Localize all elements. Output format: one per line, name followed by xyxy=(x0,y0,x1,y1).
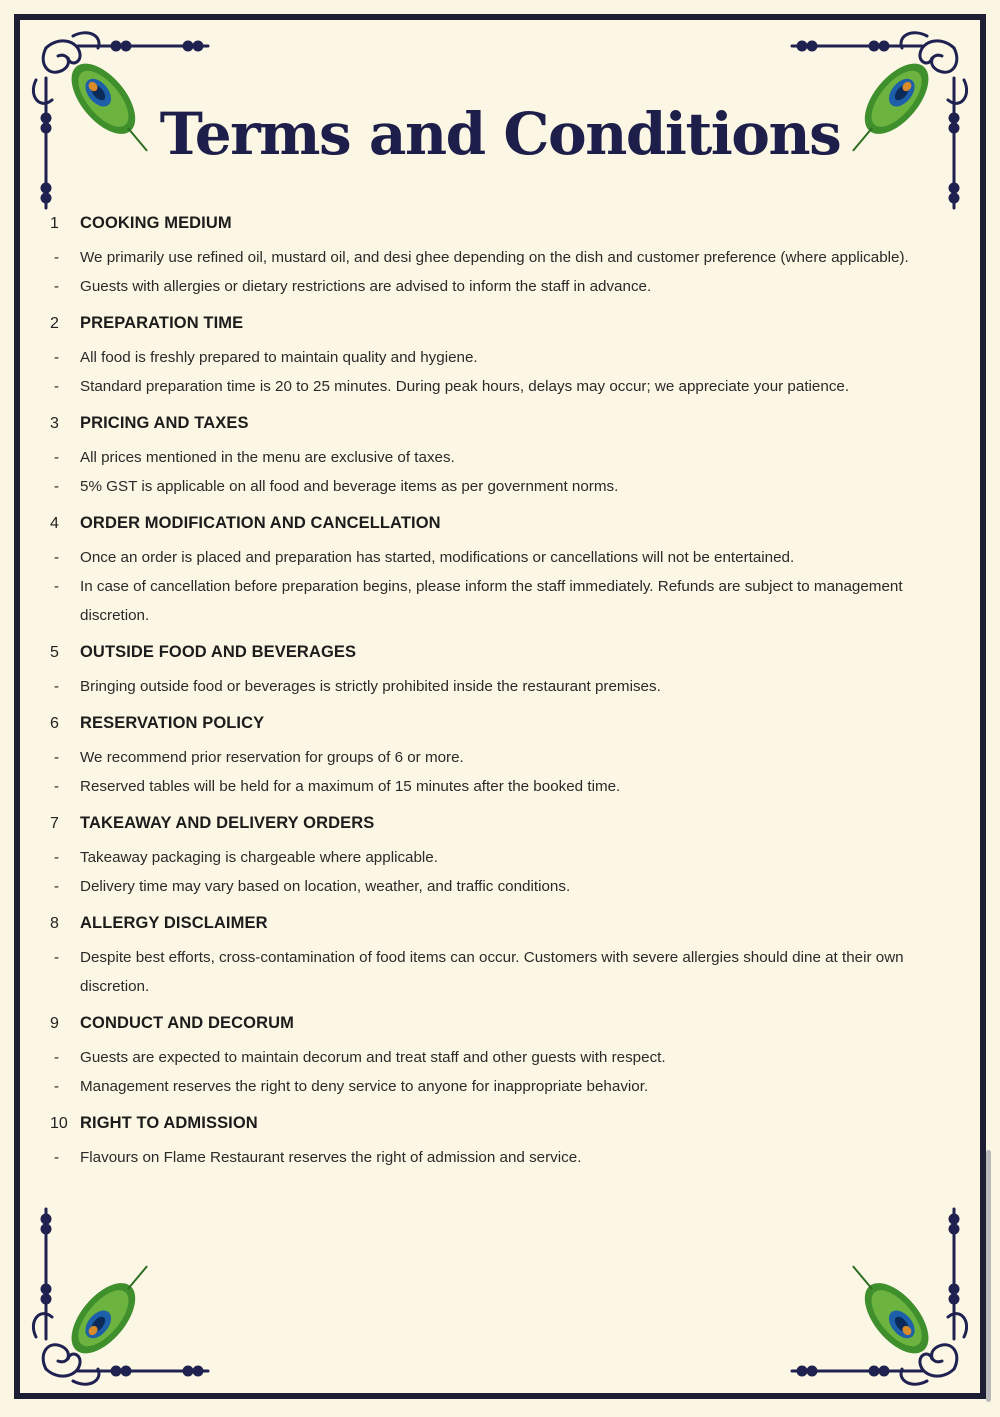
bullet-text: We recommend prior reservation for groups of 6 or more. xyxy=(80,749,464,766)
bullet-text: All prices mentioned in the menu are exclusive of taxes. xyxy=(80,449,455,466)
section-bullet xyxy=(50,872,970,901)
bullet-dash-icon: - xyxy=(54,678,59,695)
section-number: 5 xyxy=(50,644,59,661)
page-title: Terms and Conditions xyxy=(159,100,841,168)
section-heading xyxy=(50,214,970,243)
terms-section xyxy=(50,514,970,630)
section-heading xyxy=(50,414,970,443)
bullet-text: Once an order is placed and preparation has started, modifications or cancellations will not be entertained. xyxy=(80,549,795,566)
bullet-text: Flavours on Flame Restaurant reserves the right of admission and service. xyxy=(80,1149,582,1166)
section-number: 6 xyxy=(50,715,59,732)
bullet-text: Takeaway packaging is chargeable where applicable. xyxy=(80,849,438,866)
bullet-text: Guests with allergies or dietary restrictions are advised to inform the staff in advance. xyxy=(80,278,652,295)
section-bullet xyxy=(50,943,970,1001)
section-title: ORDER MODIFICATION AND CANCELLATION xyxy=(80,514,441,532)
section-bullet xyxy=(50,572,970,630)
section-title: PREPARATION TIME xyxy=(80,314,244,332)
section-title: ALLERGY DISCLAIMER xyxy=(80,914,268,932)
terms-section xyxy=(50,914,970,1001)
section-heading xyxy=(50,914,970,943)
section-title: OUTSIDE FOOD AND BEVERAGES xyxy=(80,643,357,661)
bullet-dash-icon: - xyxy=(54,378,59,395)
section-title: COOKING MEDIUM xyxy=(80,214,232,232)
terms-section xyxy=(50,314,970,401)
bullet-dash-icon: - xyxy=(54,578,59,595)
section-number: 10 xyxy=(50,1115,68,1132)
bullet-text: Despite best efforts, cross-contamination of food items can occur. Customers with severe allergies should dine at their own discretion. xyxy=(80,949,904,995)
terms-section xyxy=(50,214,970,301)
section-bullet xyxy=(50,1072,970,1101)
section-heading xyxy=(50,1114,970,1143)
bullet-dash-icon: - xyxy=(54,778,59,795)
section-heading xyxy=(50,714,970,743)
section-number: 7 xyxy=(50,815,59,832)
peacock-feather-ornament-icon xyxy=(762,1179,982,1399)
bullet-text: Bringing outside food or beverages is strictly prohibited inside the restaurant premises. xyxy=(80,678,661,695)
bullet-dash-icon: - xyxy=(54,549,59,566)
bullet-dash-icon: - xyxy=(54,449,59,466)
bullet-dash-icon: - xyxy=(54,849,59,866)
section-bullet xyxy=(50,743,970,772)
bullet-dash-icon: - xyxy=(54,1149,59,1166)
bullet-text: We primarily use refined oil, mustard oil, and desi ghee depending on the dish and customer preference (where applicable). xyxy=(80,249,909,266)
bullet-dash-icon: - xyxy=(54,478,59,495)
bullet-text: All food is freshly prepared to maintain quality and hygiene. xyxy=(80,349,478,366)
bullet-dash-icon: - xyxy=(54,878,59,895)
bullet-text: In case of cancellation before preparation begins, please inform the staff immediately. Refunds are subject to management discretion. xyxy=(80,578,903,624)
bullet-dash-icon: - xyxy=(54,1078,59,1095)
section-title: TAKEAWAY AND DELIVERY ORDERS xyxy=(80,814,375,832)
bullet-text: Delivery time may vary based on location, weather, and traffic conditions. xyxy=(80,878,571,895)
section-number: 3 xyxy=(50,415,59,432)
section-heading xyxy=(50,514,970,543)
terms-section xyxy=(50,643,970,701)
bullet-dash-icon: - xyxy=(54,949,59,966)
corner-ornament-bottom-right xyxy=(762,1179,982,1399)
bullet-dash-icon: - xyxy=(54,749,59,766)
terms-list xyxy=(50,214,970,1185)
section-bullet xyxy=(50,672,970,701)
section-heading xyxy=(50,314,970,343)
section-number: 4 xyxy=(50,515,59,532)
section-number: 2 xyxy=(50,315,59,332)
bullet-dash-icon: - xyxy=(54,278,59,295)
section-number: 1 xyxy=(50,215,59,232)
section-bullet xyxy=(50,843,970,872)
bullet-text: Management reserves the right to deny service to anyone for inappropriate behavior. xyxy=(80,1078,649,1095)
section-bullet xyxy=(50,372,970,401)
bullet-text: Standard preparation time is 20 to 25 minutes. During peak hours, delays may occur; we appreciate your patience. xyxy=(80,378,850,395)
section-number: 8 xyxy=(50,915,59,932)
section-bullet xyxy=(50,772,970,801)
section-title: CONDUCT AND DECORUM xyxy=(80,1014,294,1032)
section-title: PRICING AND TAXES xyxy=(80,414,249,432)
section-heading xyxy=(50,1014,970,1043)
terms-section xyxy=(50,714,970,801)
section-bullet xyxy=(50,243,970,272)
bullet-dash-icon: - xyxy=(54,1049,59,1066)
terms-section xyxy=(50,814,970,901)
section-heading xyxy=(50,814,970,843)
bullet-dash-icon: - xyxy=(54,249,59,266)
section-bullet xyxy=(50,443,970,472)
section-bullet xyxy=(50,1043,970,1072)
terms-section xyxy=(50,1114,970,1172)
bullet-text: 5% GST is applicable on all food and beverage items as per government norms. xyxy=(80,478,619,495)
section-title: RESERVATION POLICY xyxy=(80,714,265,732)
bullet-text: Reserved tables will be held for a maximum of 15 minutes after the booked time. xyxy=(80,778,621,795)
terms-section xyxy=(50,414,970,501)
section-bullet xyxy=(50,343,970,372)
bullet-dash-icon: - xyxy=(54,349,59,366)
section-bullet xyxy=(50,472,970,501)
section-number: 9 xyxy=(50,1015,59,1032)
corner-ornament-bottom-left xyxy=(18,1179,238,1399)
section-bullet xyxy=(50,1143,970,1172)
section-heading xyxy=(50,643,970,672)
terms-section xyxy=(50,1014,970,1101)
section-bullet xyxy=(50,272,970,301)
vertical-scrollbar[interactable] xyxy=(986,1150,991,1402)
bullet-text: Guests are expected to maintain decorum and treat staff and other guests with respect. xyxy=(80,1049,666,1066)
section-title: RIGHT TO ADMISSION xyxy=(80,1114,258,1132)
section-bullet xyxy=(50,543,970,572)
peacock-feather-ornament-icon xyxy=(18,1179,238,1399)
